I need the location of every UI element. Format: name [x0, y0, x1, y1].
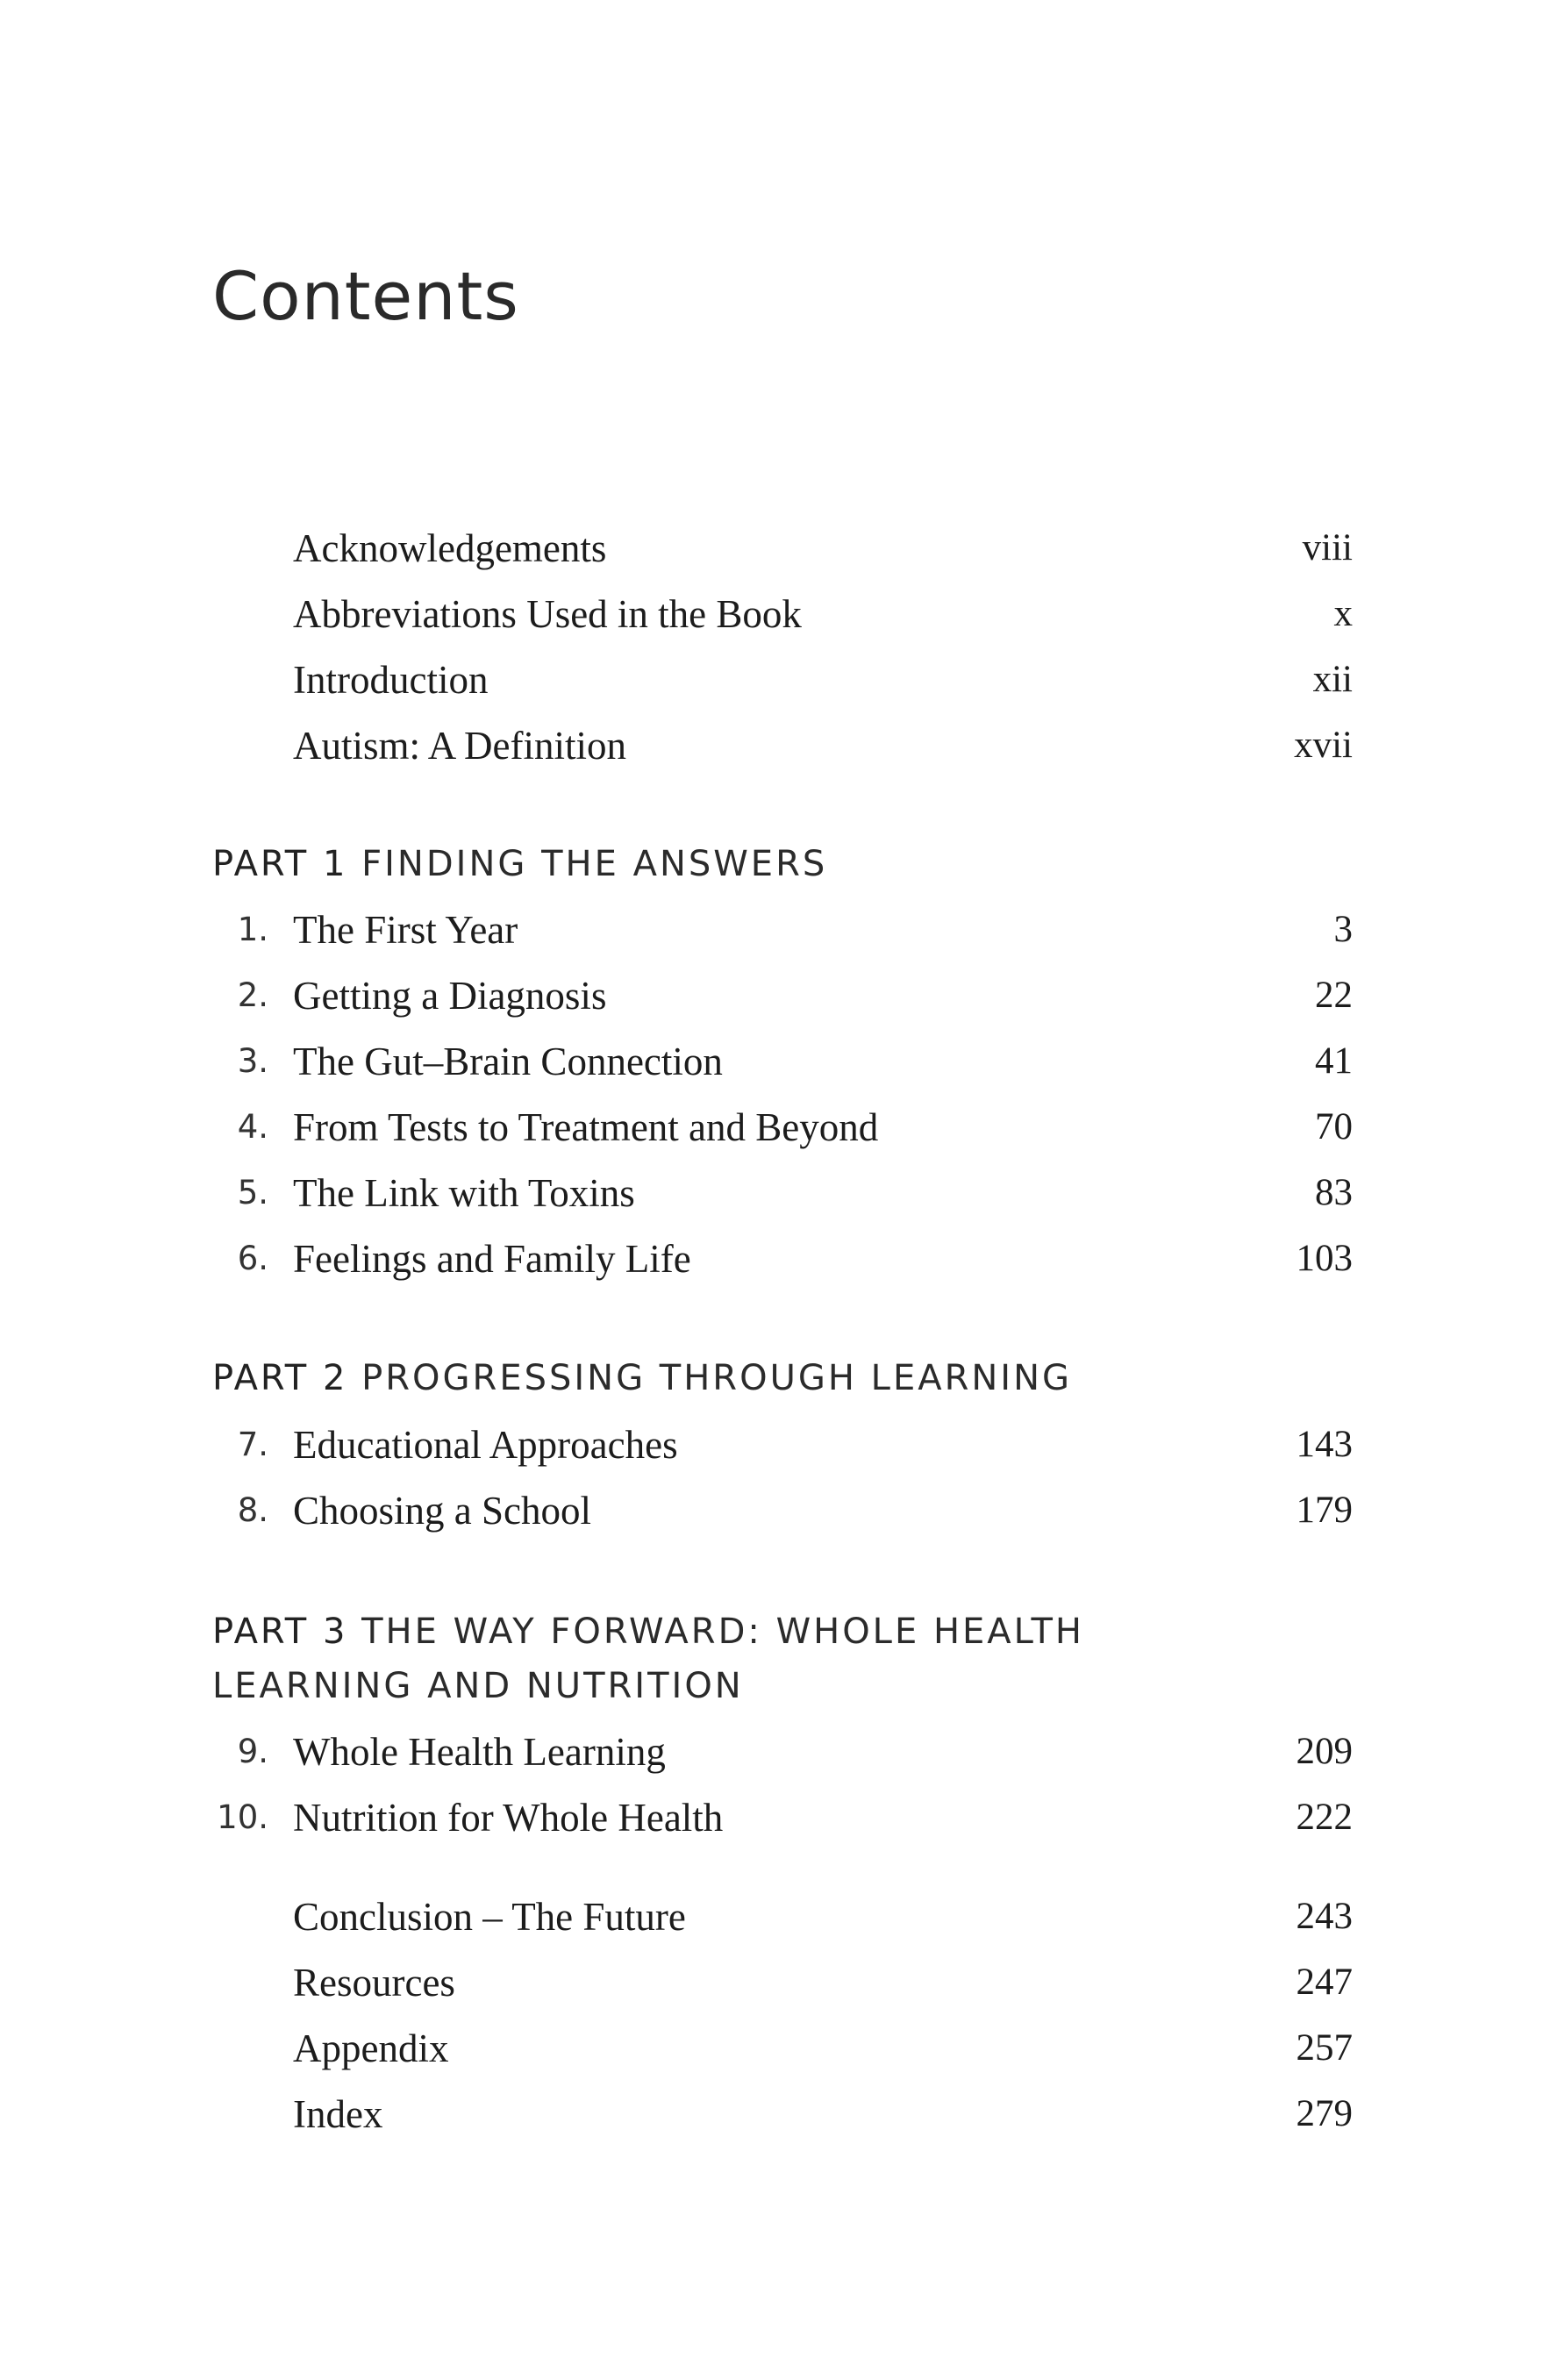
- chapter-number: 3.: [237, 1042, 268, 1080]
- part-title: THE WAY FORWARD: WHOLE HEALTH LEARNING AND NUTRITION: [212, 1612, 1084, 1706]
- part-label: PART 3: [212, 1612, 348, 1652]
- chapter-number: 1.: [237, 911, 268, 948]
- chapter-number: 6.: [237, 1240, 268, 1277]
- chapter-number: 7.: [237, 1426, 268, 1463]
- toc-entry-conclusion: [212, 1890, 1353, 1943]
- toc-entry-chapter-6: [212, 1233, 1353, 1285]
- toc-entry-appendix: [212, 2022, 1353, 2075]
- toc-entry-introduction: [212, 654, 1353, 706]
- entry-page: 70: [1315, 1106, 1353, 1147]
- entry-title: The Link with Toxins: [293, 1171, 635, 1215]
- entry-title: Abbreviations Used in the Book: [293, 592, 802, 636]
- entry-page: viii: [1302, 527, 1353, 568]
- toc-entry-resources: [212, 1956, 1353, 2009]
- entry-title: Index: [293, 2092, 383, 2136]
- chapter-number: 2.: [237, 976, 268, 1014]
- entry-title: Nutrition for Whole Health: [293, 1796, 724, 1840]
- toc-entry-chapter-4: [212, 1101, 1353, 1154]
- entry-title: The First Year: [293, 908, 518, 952]
- chapter-number: 5.: [237, 1174, 268, 1211]
- entry-page: 279: [1296, 2093, 1353, 2134]
- entry-page: 179: [1296, 1490, 1353, 1531]
- toc-entry-chapter-8: [212, 1484, 1353, 1537]
- toc-entry-chapter-10: [212, 1791, 1353, 1844]
- chapter-number: 9.: [237, 1733, 268, 1770]
- entry-title: Choosing a School: [293, 1489, 592, 1533]
- toc-entry-autism-definition: [212, 719, 1353, 772]
- entry-title: From Tests to Treatment and Beyond: [293, 1105, 879, 1149]
- entry-page: 257: [1296, 2027, 1353, 2069]
- part-heading-2: [212, 1351, 1177, 1405]
- entry-title: Conclusion – The Future: [293, 1895, 686, 1939]
- toc-entry-chapter-5: [212, 1167, 1353, 1219]
- entry-page: 3: [1333, 909, 1353, 950]
- part-label: PART 1: [212, 844, 348, 884]
- part-heading-1: [212, 837, 1177, 891]
- entry-title: Educational Approaches: [293, 1423, 678, 1467]
- toc-entry-chapter-1: [212, 904, 1353, 956]
- part-title: PROGRESSING THROUGH LEARNING: [361, 1358, 1073, 1398]
- entry-page: xvii: [1294, 725, 1353, 766]
- entry-page: 103: [1296, 1238, 1353, 1279]
- entry-title: Getting a Diagnosis: [293, 974, 607, 1018]
- entry-title: Whole Health Learning: [293, 1730, 666, 1774]
- entry-page: 143: [1296, 1424, 1353, 1465]
- part-heading-3: [212, 1605, 1142, 1713]
- toc-entry-chapter-3: [212, 1035, 1353, 1088]
- part-title: FINDING THE ANSWERS: [361, 844, 828, 884]
- entry-page: 41: [1315, 1040, 1353, 1082]
- toc-entry-acknowledgements: [212, 522, 1353, 575]
- entry-page: 243: [1296, 1896, 1353, 1937]
- entry-title: The Gut–Brain Connection: [293, 1040, 723, 1083]
- entry-page: 247: [1296, 1962, 1353, 2003]
- toc-entry-chapter-2: [212, 969, 1353, 1022]
- entry-page: 209: [1296, 1731, 1353, 1772]
- entry-page: 83: [1315, 1172, 1353, 1213]
- part-label: PART 2: [212, 1358, 348, 1398]
- toc-entry-chapter-7: [212, 1419, 1353, 1471]
- entry-title: Resources: [293, 1961, 455, 2005]
- chapter-number: 4.: [237, 1108, 268, 1146]
- entry-title: Appendix: [293, 2026, 449, 2070]
- chapter-number: 8.: [237, 1491, 268, 1529]
- toc-entry-index: [212, 2088, 1353, 2141]
- entry-page: 22: [1315, 975, 1353, 1016]
- entry-page: x: [1333, 593, 1353, 634]
- entry-title: Feelings and Family Life: [293, 1237, 691, 1281]
- toc-entry-abbreviations: [212, 588, 1353, 640]
- toc-entry-chapter-9: [212, 1726, 1353, 1778]
- entry-page: 222: [1296, 1797, 1353, 1838]
- chapter-number: 10.: [217, 1798, 268, 1836]
- entry-title: Introduction: [293, 658, 489, 702]
- page-title: Contents: [212, 257, 519, 335]
- entry-title: Autism: A Definition: [293, 724, 627, 768]
- entry-page: xii: [1312, 659, 1353, 700]
- entry-title: Acknowledgements: [293, 526, 607, 570]
